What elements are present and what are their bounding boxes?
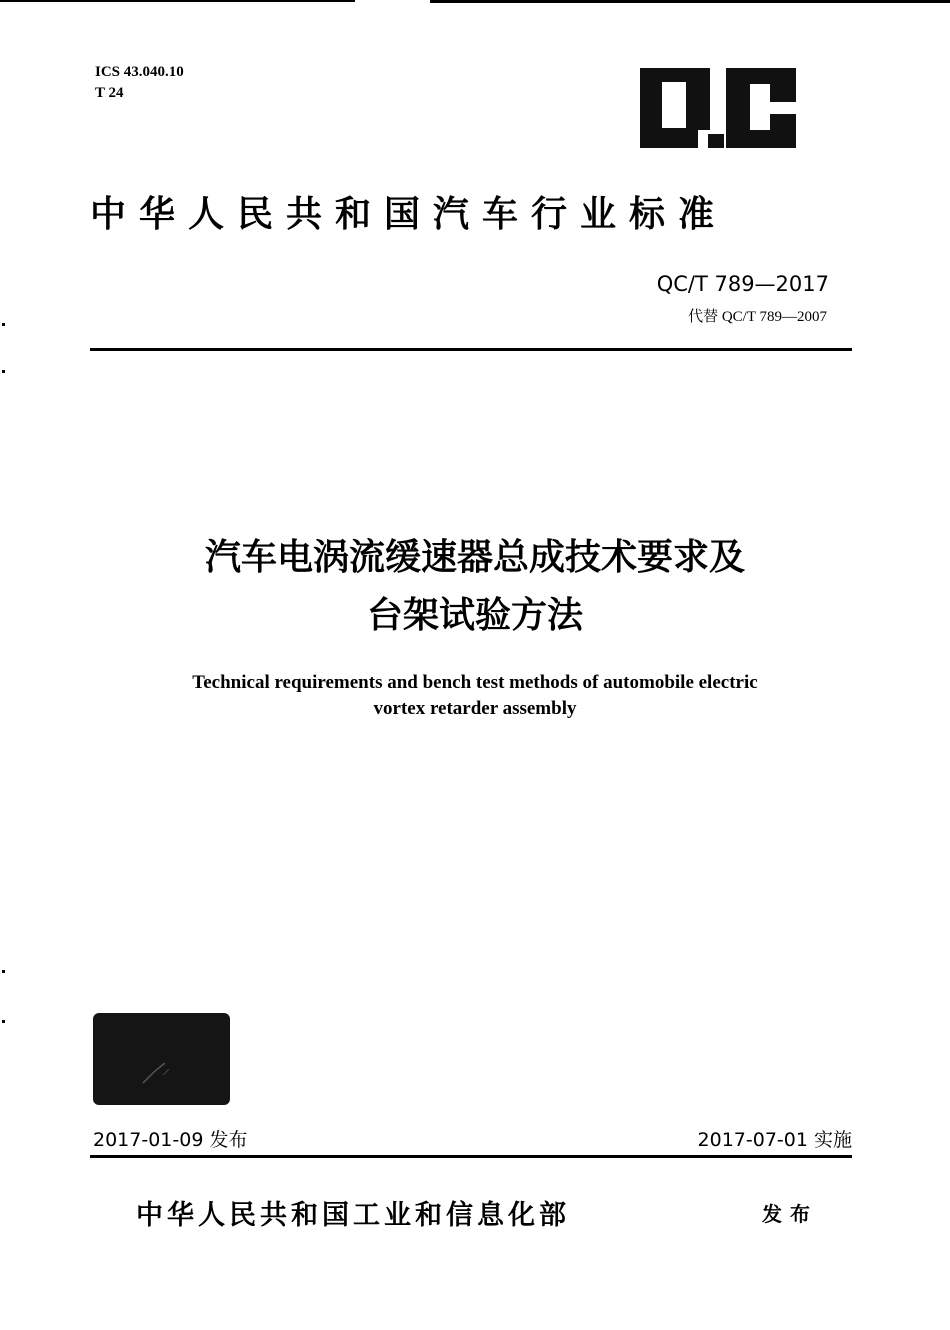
scan-mark: [2, 323, 5, 326]
issuing-authority: 中华人民共和国工业和信息化部: [136, 1200, 570, 1230]
qc-logo-icon: [640, 68, 796, 148]
replaced-standard: 代替 QC/T 789—2007: [688, 309, 827, 325]
footer-divider: [90, 1155, 852, 1158]
implementation-date: 2017-07-01 实施: [697, 1129, 852, 1151]
seal-mark-icon: [93, 1013, 230, 1105]
ccs-code: T 24: [95, 85, 124, 101]
classification-codes: [95, 62, 184, 104]
issue-label: 发布: [762, 1204, 818, 1226]
title-cn-line1: 汽车电涡流缓速器总成技术要求及: [204, 537, 745, 578]
top-border-left: [0, 0, 355, 2]
top-border-right: [430, 0, 950, 3]
official-seal: [93, 1013, 230, 1105]
title-en-line2: vortex retarder assembly: [373, 698, 577, 719]
title-cn-line2: 台架试验方法: [366, 595, 583, 636]
title-en-line1: Technical requirements and bench test methods of automobile electric: [192, 672, 758, 693]
issue-date: 2017-01-09 发布: [93, 1129, 248, 1151]
header-divider: [90, 348, 852, 351]
scan-mark: [2, 970, 5, 973]
standard-category-title: 中华人民共和国汽车行业标准: [90, 194, 728, 234]
qc-logo: [640, 68, 796, 148]
scan-mark: [2, 1020, 5, 1023]
standard-number: QC/T 789—2017: [656, 272, 829, 296]
ics-code: ICS 43.040.10: [95, 64, 184, 80]
scan-mark: [2, 370, 5, 373]
